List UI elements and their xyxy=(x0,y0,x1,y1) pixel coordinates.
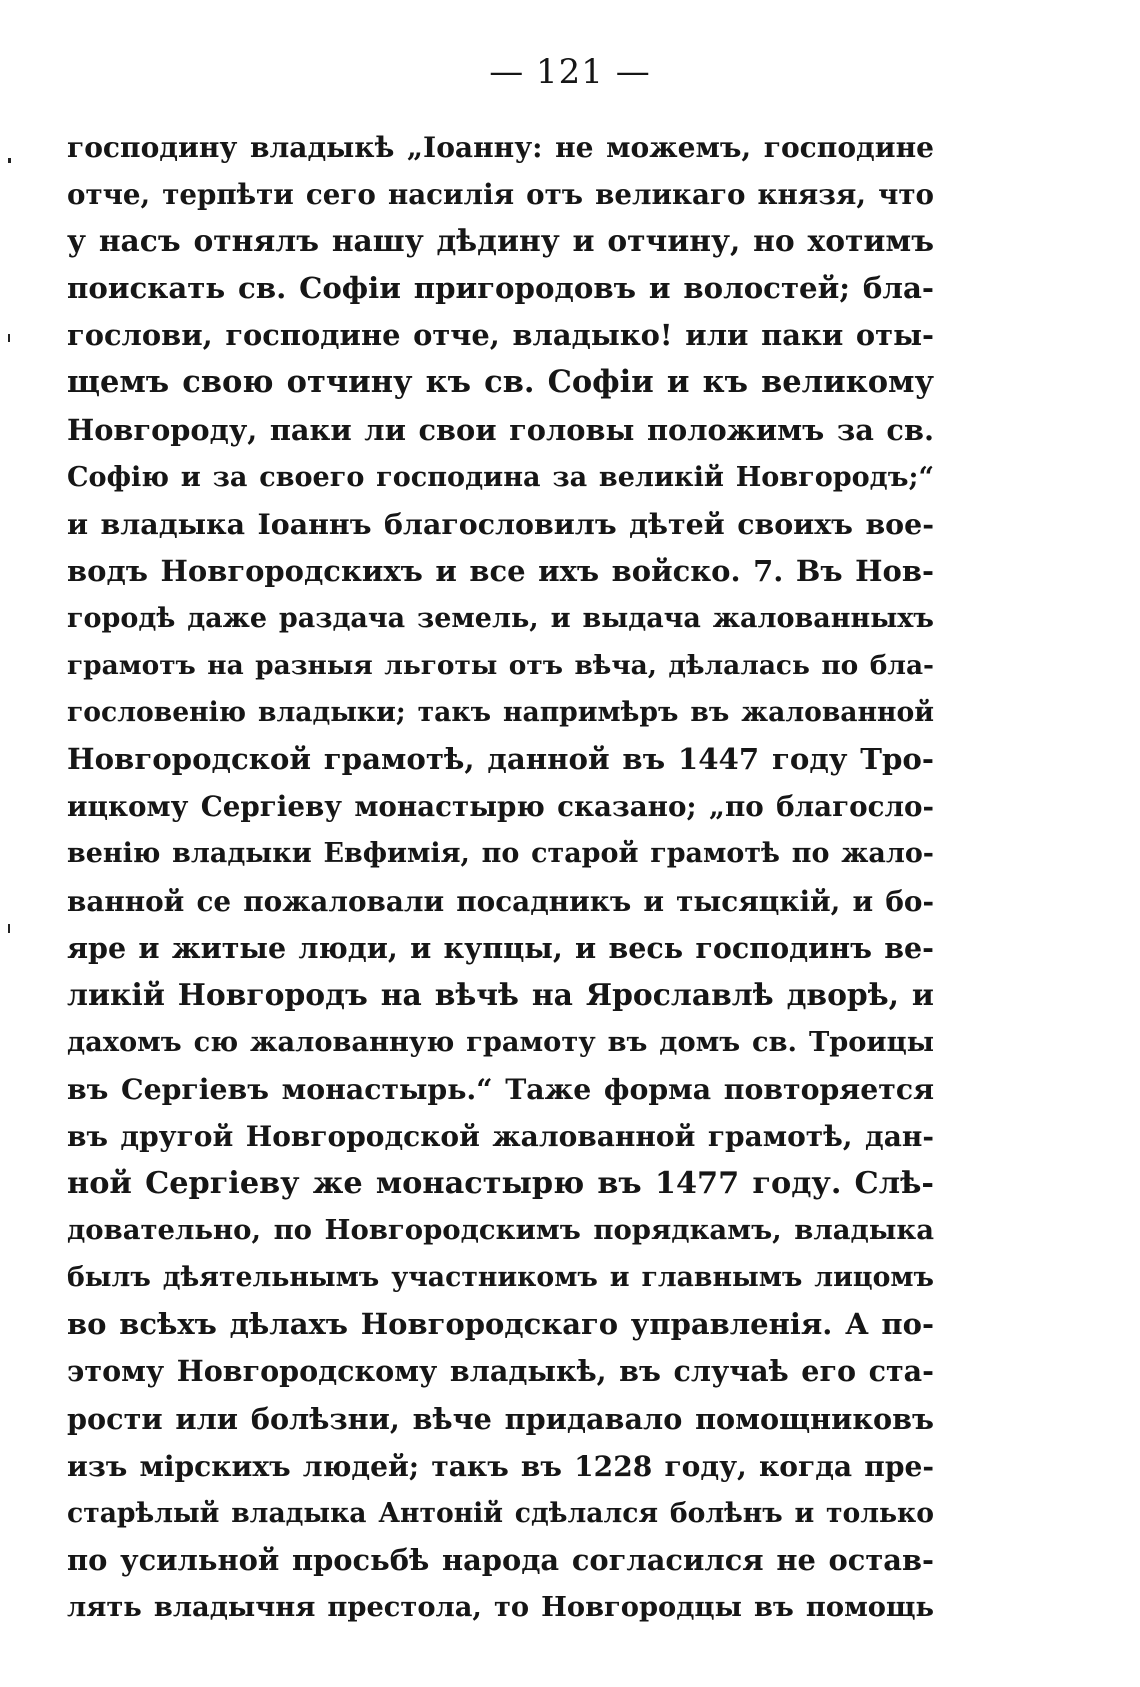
text-line: яре и житые люди, и купцы, и весь господинъ ве- xyxy=(67,930,934,965)
text-line: по усильной просьбѣ народа согласился не остав- xyxy=(67,1542,934,1577)
text-line: и владыка Іоаннъ благословилъ дѣтей своихъ вое- xyxy=(67,506,934,541)
page-number: — 121 — xyxy=(489,52,651,92)
text-line: гословенію владыки; такъ напримѣръ въ жалованной xyxy=(67,697,934,729)
text-line: отче, терпѣти сего насилія отъ великаго князя, что xyxy=(67,178,934,212)
text-line: ванной се пожаловали посадникъ и тысяцкій, и бо- xyxy=(67,884,934,918)
text-line: Софію и за своего господина за великій Новгородъ;“ xyxy=(67,461,934,493)
text-line: старѣлый владыка Антоній сдѣлался болѣнъ и только xyxy=(67,1497,934,1529)
text-line: въ Сергіевъ монастырь.“ Таже форма повторяется xyxy=(67,1071,934,1106)
text-line: во всѣхъ дѣлахъ Новгородскаго управленія. А по- xyxy=(67,1307,934,1342)
text-line: у насъ отнялъ нашу дѣдину и отчину, но хотимъ xyxy=(67,224,934,260)
text-line: Новгородской грамотѣ, данной въ 1447 году Тро- xyxy=(67,742,934,777)
text-line: ликій Новгородъ на вѣчѣ на Ярославлѣ дворѣ, и xyxy=(67,977,934,1013)
text-line: поискать св. Софіи пригородовъ и волостей; бла- xyxy=(67,271,934,306)
text-line: щемъ свою отчину къ св. Софіи и къ великому xyxy=(67,364,934,401)
body-text xyxy=(67,124,934,1631)
text-line: Новгороду, паки ли свои головы положимъ за св. xyxy=(67,412,934,447)
margin-speck xyxy=(8,158,11,163)
text-line: въ другой Новгородской жалованной грамотѣ, дан- xyxy=(67,1119,934,1153)
text-line: лять владычня престола, то Новгородцы въ помощь xyxy=(67,1590,934,1623)
text-line: дахомъ сю жалованную грамоту въ домъ св. Троицы xyxy=(67,1025,934,1058)
text-line: былъ дѣятельнымъ участникомъ и главнымъ лицомъ xyxy=(67,1262,934,1294)
text-line: этому Новгородскому владыкѣ, въ случаѣ его ста- xyxy=(67,1354,934,1389)
text-line: городѣ даже раздача земель, и выдача жалованныхъ xyxy=(67,602,934,634)
text-line: довательно, по Новгородскимъ порядкамъ, владыка xyxy=(67,1214,934,1247)
text-line: рости или болѣзни, вѣче придавало помощниковъ xyxy=(67,1401,934,1436)
text-line: господину владыкѣ „Іоанну: не можемъ, господине xyxy=(67,131,934,164)
text-line: грамотъ на разныя льготы отъ вѣча, дѣлалась по бла- xyxy=(67,650,934,682)
text-line: гослови, господине отче, владыко! или паки оты- xyxy=(67,318,934,353)
text-line: водъ Новгородскихъ и все ихъ войско. 7. Въ Нов- xyxy=(67,553,934,588)
margin-speck xyxy=(8,924,10,933)
margin-speck xyxy=(8,334,10,342)
text-line: венію владыки Евфимія, по старой грамотѣ по жало- xyxy=(67,838,934,870)
text-line: ицкому Сергіеву монастырю сказано; „по благосло- xyxy=(67,790,934,824)
text-line: ной Сергіеву же монастырю въ 1477 году. Слѣ- xyxy=(67,1166,934,1202)
text-line: изъ мірскихъ людей; такъ въ 1228 году, когда пре- xyxy=(67,1449,934,1483)
